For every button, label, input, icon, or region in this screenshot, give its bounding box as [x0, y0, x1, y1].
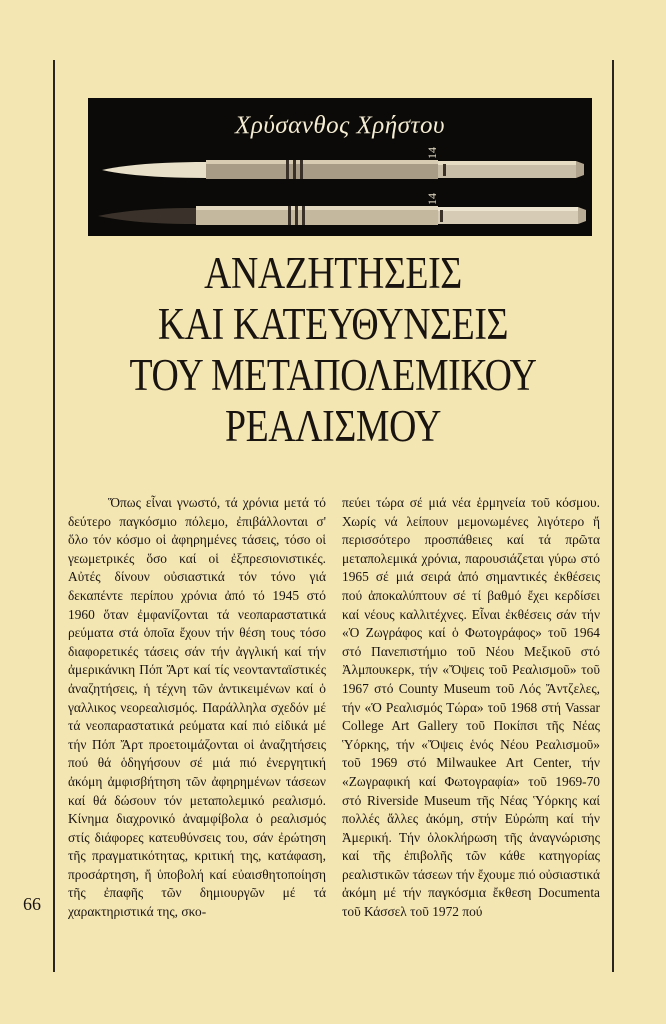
paintbrush-icon [98, 206, 586, 225]
paintbrush-icon [102, 160, 584, 179]
body-paragraph: Ὅπως εἶναι γνωστό, τά χρόνια μετά τό δεύτερο παγκόσμιο πόλεμο, ἐπιβάλλονται σ' ὅλο τόν κόσμο οἱ ἀφηρημένες τάσεις, τόσο οἱ γεωμετρικές ὅσο καί οἱ ἐξπρεσιονιστικές. Αὐτές δίνουν οὐσιαστικά τόν τόνο γιά δεκαπέντε περίπου χρόνια ἀπό τό 1945 στό 1960 ὅταν ἐμφανίζονται τά νεοπαραστατικά ρεύματα στά ὁποῖα ἔχουν τήν θέση τους τόσο διαφορετικές τάσεις σάν τήν ἀγγλική καί τήν ἀμερικάνικη Πόπ Ἄρτ καί τίς νεοντανταϊστικές ἀναζητήσεις, ἡ τέχνη τῶν ἀντικειμένων καί ὁ γαλλικος νεορεαλισμός. Παράλληλα σχεδόν μέ τά νεοπαραστατικά ρεύματα καί πιό εἰδικά μέ τήν Πόπ Ἄρτ προετοιμάζονται οἱ ἀναζητήσεις πού θά ὁδηγήσουν σέ μιά πιό ἐνεργητική ἀκόμη ἀμφισβήτηση τῶν ἀφηρημένων τάσεων καί θά δώσουν τόν μεταπολεμικό ρεαλισμό. Κίνημα διαχρονικό ἀναμφίβολα ὁ ρεαλισμός στίς διάφορες κατευθύνσεις του, σάν ἐρώτηση τῆς πραγματικότητας, κριτική της, κατάφαση, προσάρτηση, ἤ ὑποβολή καί εὐαισθητοποίηση τῆς ἐπαφῆς τῶν δημιουργῶν μέ τά χαρακτηριστικά της, σκο- [68, 495, 326, 920]
title-line: ΑΝΑΖΗΤΗΣΕΙΣ [204, 248, 462, 298]
title-line: ΤΟΥ ΜΕΤΑΠΟΛΕΜΙΚΟΥ [129, 350, 537, 400]
article-title [70, 248, 596, 452]
paintbrushes-illustration [88, 98, 592, 236]
column-rule-left [53, 60, 55, 972]
body-paragraph: πεύει τώρα σέ μιά νέα ἑρμηνεία τοῦ κόσμου. Χωρίς νά λείπουν μεμονωμένες λιγότερο ἤ περισσότερο προσπάθειες καί τά πρῶτα μεταπολεμικά χρόνια, παρουσιάζεται γύρω στό 1965 σέ μιά σειρά ἀπό σημαντικές ἐκθέσεις πού ἀποκαλύπτουν σέ τί βαθμό ἔχει κερδίσει καί νέους καλλιτέχνες. Εἶναι ἐκθέσεις σάν τήν «Ὁ Ζωγράφος καί ὁ Φωτογράφος» τοῦ 1964 στό Πανεπιστήμιο τοῦ Νέου Μεξικοῦ στό Ἀλμπουκερκ, τήν «Ὄψεις τοῦ Ρεαλισμοῦ» τοῦ 1967 στό County Museum τοῦ Λός Ἄντζελες, τήν «Ὁ Ρεαλισμός Τώρα» τοῦ 1968 στή Vassar College Art Gallery τοῦ Ποκίπσι τῆς Νέας Ὑόρκης, τήν «Ὄψεις ἑνός Νέου Ρεαλισμοῦ» τοῦ 1969 στό Milwaukee Art Center, τήν «Ζωγραφική καί Φωτογραφία» τοῦ 1969-70 στό Riverside Museum τῆς Νέας Ὑόρκης καί πολλές ἄλλες ἀκόμη, στήν Εὐρώπη καί τήν Ἀμερική. Τήν ὁλοκλήρωση τῆς ἀναγνώρισης καί τῆς ἐπιβολῆς τῶν κάθε κατηγορίας ρεαλιστικῶν τάσεων τήν ἔχουμε πιό οὐσιαστικά ἀκόμη μέ τήν παγκόσμια ἔκθεση Documenta τοῦ Κάσσελ τοῦ 1972 πού [342, 495, 600, 920]
body-column-left [68, 494, 326, 922]
header-banner [88, 98, 592, 236]
body-column-right [342, 494, 600, 922]
author-name: Χρύσανθος Χρήστου [235, 112, 445, 139]
title-line: ΚΑΙ ΚΑΤΕΥΘΥΝΣΕΙΣ [157, 299, 509, 349]
title-line: ΡΕΑΛΙΣΜΟΥ [225, 401, 441, 451]
column-rule-right [612, 60, 614, 972]
brush-mark-2: 14 [425, 193, 439, 205]
brush-mark-1: 14 [425, 147, 439, 159]
page-number: 66 [23, 894, 41, 914]
